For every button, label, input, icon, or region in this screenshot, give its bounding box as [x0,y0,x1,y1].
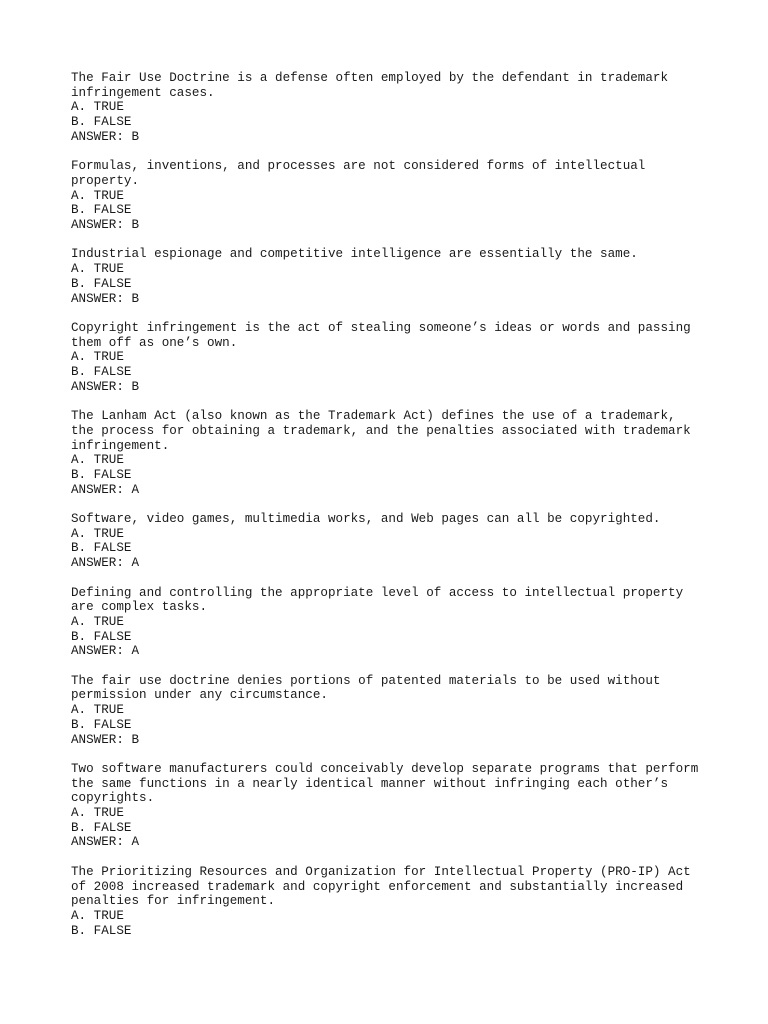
answer-line: ANSWER: A [71,835,140,850]
option-false: B. FALSE [71,276,132,291]
question-item [71,586,731,660]
option-false: B. FALSE [71,541,132,556]
option-true: A. TRUE [71,614,124,629]
option-false: B. FALSE [71,923,132,938]
option-false: B. FALSE [71,467,132,482]
option-true: A. TRUE [71,350,124,365]
question-text: Defining and controlling the appropriate level of access to intellectual property are complex tasks. [71,585,684,615]
question-text: Two software manufacturers could conceivably develop separate programs that perform the same functions in a nearly identical manner without infringing each other’s copyrights. [71,761,699,806]
option-false: B. FALSE [71,717,132,732]
option-true: A. TRUE [71,908,124,923]
question-item [71,762,731,850]
question-text: The Fair Use Doctrine is a defense often employed by the defendant in trademark infringement cases. [71,71,669,100]
option-true: A. TRUE [71,526,124,541]
answer-line: ANSWER: A [71,556,140,571]
option-true: A. TRUE [71,100,124,115]
question-item [71,865,731,939]
option-false: B. FALSE [71,365,132,380]
question-item [71,321,731,395]
question-text: Industrial espionage and competitive intelligence are essentially the same. [71,247,638,262]
option-false: B. FALSE [71,629,132,644]
answer-line: ANSWER: B [71,732,140,747]
option-true: A. TRUE [71,453,124,468]
question-item [71,247,731,306]
answer-line: ANSWER: B [71,218,140,233]
question-text: The Lanham Act (also known as the Trademark Act) defines the use of a trademark, the process for obtaining a trademark, and the penalties associated with trademark infringement. [71,409,691,453]
question-text: The Prioritizing Resources and Organization for Intellectual Property (PRO-IP) Act of 2008 increased trademark and copyright enforcement and substantially increased penalties for infringement. [71,864,691,909]
answer-line: ANSWER: B [71,129,140,144]
answer-line: ANSWER: A [71,644,140,659]
option-false: B. FALSE [71,203,132,218]
question-item [71,159,731,233]
document-page [71,71,731,953]
question-text: Copyright infringement is the act of stealing someone’s ideas or words and passing them off as one’s own. [71,320,691,350]
question-item [71,71,731,145]
option-false: B. FALSE [71,115,132,130]
question-item [71,512,731,571]
question-text: The fair use doctrine denies portions of patented materials to be used without permission under any circumstance. [71,673,661,703]
option-true: A. TRUE [71,262,124,277]
question-text: Software, video games, multimedia works, and Web pages can all be copyrighted. [71,512,661,527]
answer-line: ANSWER: A [71,482,140,497]
option-true: A. TRUE [71,703,124,718]
option-false: B. FALSE [71,820,132,835]
answer-line: ANSWER: B [71,291,140,306]
question-item [71,409,731,497]
question-item [71,674,731,748]
option-true: A. TRUE [71,188,124,203]
option-true: A. TRUE [71,806,124,821]
answer-line: ANSWER: B [71,379,140,394]
question-text: Formulas, inventions, and processes are not considered forms of intellectual property. [71,159,646,188]
